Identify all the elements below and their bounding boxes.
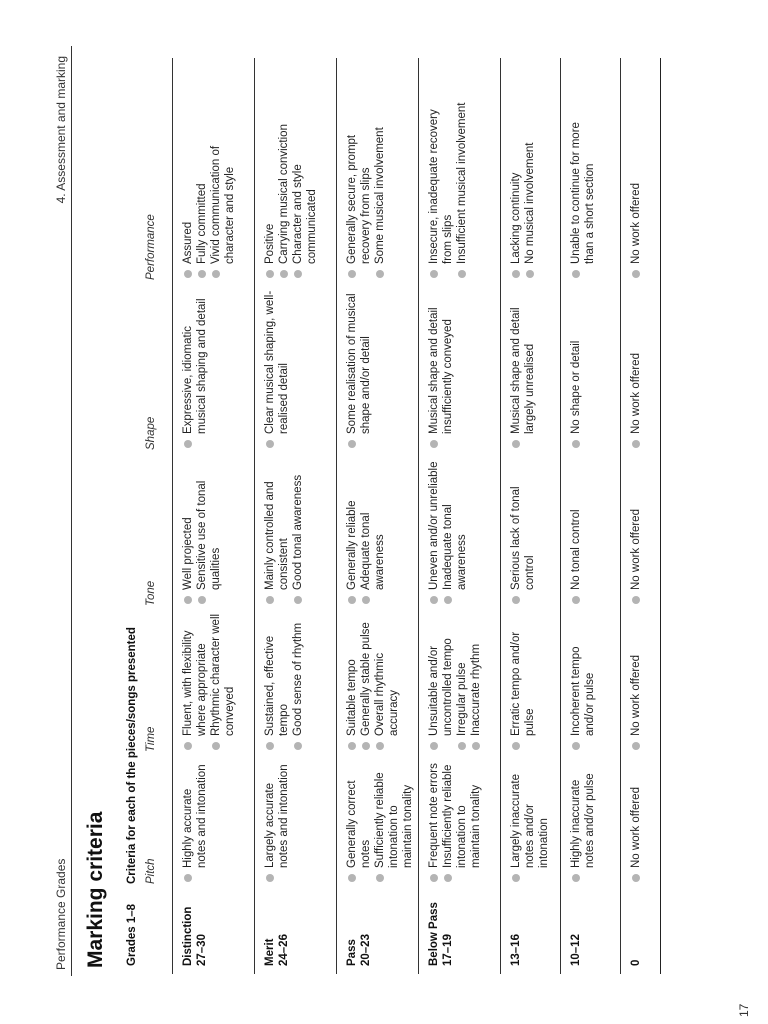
bullet-icon — [512, 742, 520, 750]
bullet-icon — [376, 270, 384, 278]
page-number: 17 — [737, 1003, 751, 1017]
criteria-bullet — [569, 612, 597, 752]
cell-time — [569, 612, 597, 752]
criteria-bullet — [455, 612, 469, 752]
cell-pitch — [509, 760, 551, 884]
criteria-bullet — [181, 458, 195, 606]
criteria-text: Largely inaccurate notes and/or intonation — [510, 774, 550, 868]
criteria-text: Some realisation of musical shape and/or detail — [346, 293, 372, 434]
criteria-bullet — [509, 760, 551, 884]
criteria-bullet — [263, 286, 291, 450]
bullet-icon — [294, 270, 302, 278]
cell-time — [427, 612, 483, 752]
criteria-text: Erratic tempo and/or pulse — [510, 631, 536, 736]
bullet-icon — [430, 270, 438, 278]
criteria-text: Mainly controlled and consistent — [264, 481, 290, 590]
criteria-text: Clear musical shaping, well-realised detail — [264, 290, 290, 434]
criteria-bullet — [569, 286, 583, 450]
bullet-icon — [632, 742, 640, 750]
band-marks: 20–23 — [360, 934, 372, 966]
bullet-icon — [458, 270, 466, 278]
criteria-text: Adequate tonal awareness — [360, 512, 386, 590]
criteria-text: Insecure, inadequate recovery from slips — [428, 109, 454, 264]
cell-time — [629, 612, 643, 752]
bullet-icon — [266, 596, 274, 604]
bullet-icon — [198, 596, 206, 604]
grade-band-label — [181, 907, 209, 966]
criteria-bullet — [195, 100, 209, 280]
bullet-icon — [572, 596, 580, 604]
criteria-text: Generally secure, prompt recovery from slips — [346, 134, 372, 264]
cell-pitch — [181, 760, 209, 884]
bullet-icon — [572, 270, 580, 278]
header-divider — [71, 46, 72, 976]
criteria-text: Sensitive use of tonal qualities — [196, 480, 222, 590]
criteria-text: No musical involvement — [524, 142, 536, 264]
page-title: Marking criteria — [84, 811, 107, 968]
criteria-text: Fluent, with flexibility where appropriate — [182, 630, 208, 736]
bullet-icon — [632, 270, 640, 278]
criteria-text: Generally reliable — [346, 500, 358, 590]
criteria-text: Well projected — [182, 517, 194, 590]
criteria-bullet — [373, 100, 387, 280]
bullet-icon — [212, 270, 220, 278]
cell-shape — [345, 286, 373, 450]
cell-pitch — [427, 760, 483, 884]
table-row — [620, 58, 661, 974]
criteria-text: Generally stable pulse — [360, 622, 372, 736]
criteria-text: Fully committed — [196, 183, 208, 264]
band-marks: 27–30 — [196, 934, 208, 966]
criteria-text: Unsuitable and/or uncontrolled tempo — [428, 638, 454, 736]
criteria-bullet — [629, 760, 643, 884]
bullet-icon — [472, 742, 480, 750]
bullet-icon — [430, 874, 438, 882]
criteria-bullet — [629, 100, 643, 280]
cell-tone — [345, 458, 387, 606]
bullet-icon — [632, 874, 640, 882]
criteria-bullet — [455, 100, 469, 280]
grade-band-label — [629, 960, 643, 966]
criteria-text: Positive — [264, 223, 276, 264]
criteria-text: Inaccurate rhythm — [470, 643, 482, 736]
criteria-bullet — [569, 760, 597, 884]
criteria-text: Highly accurate notes and intonation — [182, 764, 208, 868]
bullet-icon — [632, 596, 640, 604]
criteria-text: Largely accurate notes and intonation — [264, 764, 290, 868]
cell-tone — [263, 458, 305, 606]
criteria-text: Assured — [182, 221, 194, 264]
bullet-icon — [430, 742, 438, 750]
criteria-bullet — [469, 612, 483, 752]
bullet-icon — [362, 596, 370, 604]
bullet-icon — [184, 596, 192, 604]
criteria-text: Irregular pulse — [456, 662, 468, 736]
bullet-icon — [348, 440, 356, 448]
column-header-performance: Performance — [145, 214, 157, 280]
bullet-icon — [266, 270, 274, 278]
grade-band-label — [509, 934, 523, 966]
running-header-left: Performance Grades — [54, 858, 68, 970]
cell-tone — [181, 458, 223, 606]
bullet-icon — [348, 270, 356, 278]
criteria-bullet — [345, 286, 373, 450]
bullet-icon — [348, 742, 356, 750]
cell-pitch — [263, 760, 291, 884]
bullet-icon — [294, 596, 302, 604]
criteria-bullet — [291, 458, 305, 606]
cell-performance — [345, 100, 387, 280]
criteria-bullet — [209, 612, 237, 752]
bullet-icon — [348, 596, 356, 604]
table-row — [172, 58, 255, 974]
bullet-icon — [512, 596, 520, 604]
bullet-icon — [348, 874, 356, 882]
criteria-text: Musical shape and detail insufficiently conveyed — [428, 307, 454, 434]
criteria-text: Insufficiently reliable intonation to maintain tonality — [442, 764, 482, 868]
table-row — [500, 58, 561, 974]
criteria-text: No tonal control — [570, 509, 582, 590]
criteria-bullet — [569, 100, 597, 280]
bullet-icon — [266, 874, 274, 882]
cell-performance — [629, 100, 643, 280]
criteria-text: No work offered — [630, 787, 642, 868]
bullet-icon — [572, 874, 580, 882]
criteria-bullet — [291, 100, 319, 280]
criteria-bullet — [373, 760, 415, 884]
criteria-bullet — [263, 458, 291, 606]
cell-shape — [181, 286, 209, 450]
cell-performance — [181, 100, 237, 280]
cell-time — [263, 612, 305, 752]
table-bottom-rule — [660, 58, 661, 974]
criteria-bullet — [345, 612, 359, 752]
grades-column-header: Grades 1–8 — [126, 903, 138, 966]
criteria-text: No work offered — [630, 353, 642, 434]
criteria-bullet — [359, 458, 387, 606]
criteria-bullet — [345, 760, 373, 884]
criteria-bullet — [523, 100, 537, 280]
criteria-bullet — [209, 100, 237, 280]
criteria-bullet — [263, 612, 291, 752]
band-name: Below Pass — [428, 902, 440, 966]
criteria-bullet — [359, 612, 373, 752]
criteria-text: Expressive, idiomatic musical shaping and detail — [182, 298, 208, 434]
table-row — [336, 58, 419, 974]
criteria-text: No work offered — [630, 655, 642, 736]
cell-tone — [569, 458, 583, 606]
cell-time — [345, 612, 401, 752]
criteria-bullet — [441, 458, 469, 606]
table-row — [418, 58, 501, 974]
criteria-text: Rhythmic character well conveyed — [210, 613, 236, 736]
bullet-icon — [376, 874, 384, 882]
criteria-bullet — [427, 760, 441, 884]
bullet-icon — [184, 440, 192, 448]
bullet-icon — [458, 742, 466, 750]
criteria-text: Generally correct notes — [346, 780, 372, 868]
table-row — [254, 58, 337, 974]
criteria-text: Good tonal awareness — [292, 474, 304, 590]
criteria-text: Musical shape and detail largely unrealised — [510, 307, 536, 434]
criteria-text: No work offered — [630, 183, 642, 264]
criteria-bullet — [181, 612, 209, 752]
criteria-text: Uneven and/or unreliable — [428, 461, 440, 590]
column-header-pitch: Pitch — [145, 858, 157, 884]
criteria-text: Inadequate tonal awareness — [442, 504, 468, 590]
criteria-bullet — [509, 100, 523, 280]
criteria-text: Unable to continue for more than a short section — [570, 122, 596, 264]
cell-performance — [509, 100, 537, 280]
criteria-bullet — [629, 458, 643, 606]
grade-band-label — [427, 902, 455, 966]
bullet-icon — [294, 742, 302, 750]
bullet-icon — [184, 874, 192, 882]
column-header-tone: Tone — [145, 580, 157, 606]
cell-pitch — [345, 760, 415, 884]
criteria-text: Highly inaccurate notes and/or pulse — [570, 773, 596, 868]
bullet-icon — [572, 742, 580, 750]
criteria-bullet — [427, 286, 455, 450]
criteria-text: Lacking continuity — [510, 172, 522, 264]
criteria-text: Sustained, effective tempo — [264, 635, 290, 736]
criteria-text: Good sense of rhythm — [292, 622, 304, 736]
criteria-text: Overall rhythmic accuracy — [374, 652, 400, 736]
cell-shape — [569, 286, 583, 450]
bullet-icon — [212, 742, 220, 750]
cell-performance — [263, 100, 319, 280]
cell-tone — [427, 458, 469, 606]
bullet-icon — [362, 742, 370, 750]
bullet-icon — [444, 596, 452, 604]
band-name: Pass — [346, 939, 358, 966]
criteria-text: Frequent note errors — [428, 763, 440, 868]
bullet-icon — [512, 874, 520, 882]
bullet-icon — [266, 742, 274, 750]
criteria-text: Carrying musical conviction — [278, 124, 290, 264]
criteria-text: Character and style communicated — [292, 164, 318, 264]
grade-band-label — [345, 934, 373, 966]
bullet-icon — [266, 440, 274, 448]
cell-time — [509, 612, 537, 752]
bullet-icon — [184, 270, 192, 278]
bullet-icon — [572, 440, 580, 448]
criteria-bullet — [509, 286, 537, 450]
cell-pitch — [629, 760, 643, 884]
column-header-shape: Shape — [145, 416, 157, 450]
band-name: Distinction — [182, 906, 194, 966]
running-header-right: 4. Assessment and marking — [54, 56, 68, 204]
criteria-bullet — [345, 458, 359, 606]
cell-shape — [629, 286, 643, 450]
cell-tone — [509, 458, 537, 606]
criteria-text: No work offered — [630, 509, 642, 590]
band-marks: 17–19 — [442, 934, 454, 966]
bullet-icon — [184, 742, 192, 750]
cell-performance — [427, 100, 469, 280]
criteria-bullet — [195, 458, 223, 606]
band-name: Merit — [264, 938, 276, 966]
criteria-bullet — [427, 458, 441, 606]
criteria-bullet — [345, 100, 373, 280]
cell-time — [181, 612, 237, 752]
bullet-icon — [376, 742, 384, 750]
criteria-bullet — [263, 100, 277, 280]
criteria-bullet — [277, 100, 291, 280]
criteria-bullet — [291, 612, 305, 752]
criteria-bullet — [181, 286, 209, 450]
criteria-bullet — [629, 612, 643, 752]
cell-shape — [509, 286, 537, 450]
bullet-icon — [512, 270, 520, 278]
criteria-bullet — [181, 100, 195, 280]
bullet-icon — [280, 270, 288, 278]
bullet-icon — [526, 270, 534, 278]
grade-band-label — [569, 934, 583, 966]
criteria-text: Insufficient musical involvement — [456, 102, 468, 264]
criteria-text: Some musical involvement — [374, 127, 386, 264]
bullet-icon — [444, 874, 452, 882]
criteria-bullet — [509, 458, 537, 606]
band-marks: 0 — [630, 959, 642, 966]
column-header-time: Time — [145, 726, 157, 752]
band-marks: 24–26 — [278, 934, 290, 966]
criteria-bullet — [509, 612, 537, 752]
criteria-text: Suitable tempo — [346, 659, 358, 736]
criteria-text: Sufficiently reliable intonation to maintain tonality — [374, 772, 414, 868]
criteria-bullet — [373, 612, 401, 752]
table-row — [560, 58, 621, 974]
cell-shape — [263, 286, 291, 450]
bullet-icon — [512, 440, 520, 448]
criteria-bullet — [181, 760, 209, 884]
band-marks: 13–16 — [510, 934, 522, 966]
criteria-bullet — [569, 458, 583, 606]
bullet-icon — [430, 596, 438, 604]
criteria-text: Vivid communication of character and style — [210, 145, 236, 264]
criteria-bullet — [427, 612, 455, 752]
criteria-text: Incoherent tempo and/or pulse — [570, 646, 596, 736]
cell-performance — [569, 100, 597, 280]
bullet-icon — [632, 440, 640, 448]
grade-band-label — [263, 934, 291, 966]
criteria-text: Serious lack of tonal control — [510, 486, 536, 590]
criteria-header: Criteria for each of the pieces/songs presented — [126, 627, 138, 884]
bullet-icon — [198, 270, 206, 278]
cell-pitch — [569, 760, 597, 884]
criteria-bullet — [263, 760, 291, 884]
criteria-bullet — [629, 286, 643, 450]
criteria-bullet — [441, 760, 483, 884]
criteria-bullet — [427, 100, 455, 280]
criteria-text: No shape or detail — [570, 340, 582, 434]
band-marks: 10–12 — [570, 934, 582, 966]
cell-tone — [629, 458, 643, 606]
cell-shape — [427, 286, 455, 450]
bullet-icon — [430, 440, 438, 448]
